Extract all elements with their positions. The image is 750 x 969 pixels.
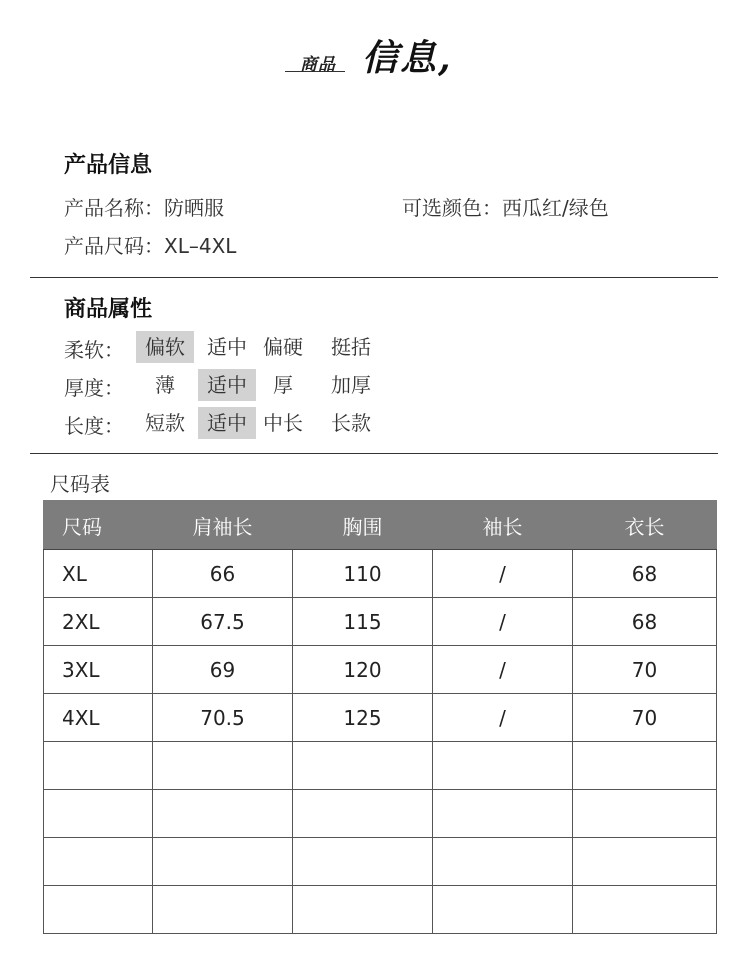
- table-cell: /: [433, 598, 573, 646]
- table-cell: [573, 790, 717, 838]
- attributes-title: 商品属性: [64, 297, 153, 322]
- table-cell: [293, 742, 433, 790]
- table-cell: 70: [573, 694, 717, 742]
- header-small-title: 商品: [300, 55, 336, 75]
- column-header: 袖长: [433, 501, 573, 550]
- attribute-label: 长度：: [64, 414, 124, 438]
- attribute-option: 中长: [263, 411, 303, 435]
- table-cell: /: [433, 694, 573, 742]
- table-row: [44, 886, 717, 934]
- table-cell: XL: [44, 550, 153, 598]
- divider: [30, 453, 718, 454]
- table-cell: 125: [293, 694, 433, 742]
- table-cell: 70.5: [153, 694, 293, 742]
- table-cell: 120: [293, 646, 433, 694]
- table-cell: [433, 742, 573, 790]
- header-big-title: 信息,: [362, 37, 453, 79]
- product-info-title: 产品信息: [64, 153, 153, 178]
- attribute-option-selected: 适中: [198, 407, 256, 439]
- product-colors: 可选颜色：西瓜红/绿色: [402, 196, 609, 220]
- table-cell: 70: [573, 646, 717, 694]
- attribute-option: 挺括: [331, 335, 371, 359]
- attribute-option: 加厚: [331, 373, 371, 397]
- table-cell: [573, 838, 717, 886]
- table-cell: 115: [293, 598, 433, 646]
- table-row: [44, 646, 717, 694]
- table-cell: [153, 790, 293, 838]
- product-name: 产品名称：防晒服: [64, 196, 224, 220]
- column-header: 胸围: [293, 501, 433, 550]
- table-cell: [44, 742, 153, 790]
- table-cell: [153, 886, 293, 934]
- table-row: [44, 838, 717, 886]
- table-cell: [293, 838, 433, 886]
- table-cell: [433, 886, 573, 934]
- table-cell: [293, 886, 433, 934]
- size-chart-table: [43, 500, 717, 934]
- table-row: [44, 598, 717, 646]
- table-cell: [293, 790, 433, 838]
- table-row: [44, 694, 717, 742]
- table-cell: 67.5: [153, 598, 293, 646]
- product-sizes: 产品尺码：XL–4XL: [64, 234, 237, 258]
- table-cell: [433, 838, 573, 886]
- table-cell: [573, 886, 717, 934]
- table-header-row: [44, 501, 717, 550]
- attribute-option: 长款: [331, 411, 371, 435]
- column-header: 尺码: [44, 501, 153, 550]
- table-row: [44, 742, 717, 790]
- column-header: 衣长: [573, 501, 717, 550]
- table-body: [44, 550, 717, 934]
- table-cell: 3XL: [44, 646, 153, 694]
- attribute-option-selected: 适中: [198, 369, 256, 401]
- attribute-option: 适中: [207, 335, 247, 359]
- attribute-option: 短款: [145, 411, 185, 435]
- table-cell: [44, 886, 153, 934]
- table-cell: 2XL: [44, 598, 153, 646]
- table-cell: /: [433, 550, 573, 598]
- attribute-option: 薄: [155, 373, 175, 397]
- divider: [30, 277, 718, 278]
- table-cell: 68: [573, 598, 717, 646]
- table-row: [44, 550, 717, 598]
- table-cell: [153, 838, 293, 886]
- column-header: 肩袖长: [153, 501, 293, 550]
- table-cell: [44, 790, 153, 838]
- table-row: [44, 790, 717, 838]
- table-cell: [573, 742, 717, 790]
- size-chart-caption: 尺码表: [50, 472, 110, 496]
- table-cell: 69: [153, 646, 293, 694]
- table-cell: [433, 790, 573, 838]
- table-cell: [153, 742, 293, 790]
- table-cell: /: [433, 646, 573, 694]
- table-cell: 110: [293, 550, 433, 598]
- attribute-option: 偏硬: [263, 335, 303, 359]
- table-cell: 66: [153, 550, 293, 598]
- attribute-label: 厚度：: [64, 376, 124, 400]
- attribute-option-selected: 偏软: [136, 331, 194, 363]
- table-cell: 4XL: [44, 694, 153, 742]
- table-cell: [44, 838, 153, 886]
- page-header: [0, 26, 750, 86]
- attribute-label: 柔软：: [64, 338, 124, 362]
- table-cell: 68: [573, 550, 717, 598]
- attribute-option: 厚: [273, 373, 293, 397]
